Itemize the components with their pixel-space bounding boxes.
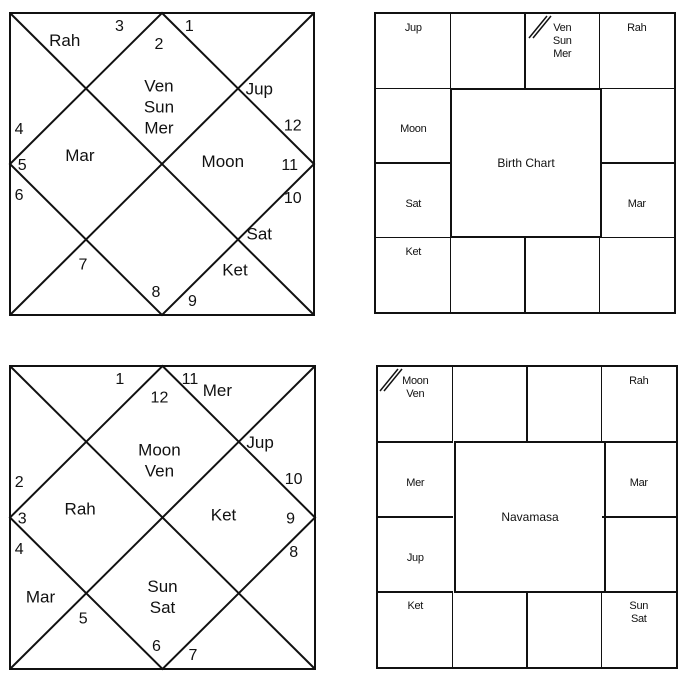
planet-label: Jup <box>245 79 273 99</box>
planet-label: Ket <box>405 245 422 258</box>
house-sign-number: 3 <box>17 510 27 528</box>
planet-label: Ven <box>144 461 175 481</box>
lagna-mark <box>527 14 553 40</box>
birth-chart-south-indian <box>374 12 676 314</box>
planet-label: Ket <box>222 260 248 280</box>
sign-cell <box>600 14 675 89</box>
house-sign-number: 10 <box>283 190 302 208</box>
house-sign-number: 5 <box>17 157 27 174</box>
planet-label: Jup <box>246 432 274 452</box>
planet-label: Sat <box>630 613 647 625</box>
planet-label: Mer <box>553 48 572 60</box>
navamsa-chart-south-indian <box>376 365 678 669</box>
sign-cell <box>378 442 453 517</box>
sign-cell <box>376 89 451 164</box>
planet-label: Mar <box>629 477 648 489</box>
sign-cell <box>527 592 602 667</box>
planet-label: Moon <box>138 440 181 460</box>
planet-label: Ket <box>210 505 237 525</box>
house-sign-number: 7 <box>78 256 88 274</box>
sign-cell <box>602 367 677 442</box>
sign-cell <box>600 163 675 238</box>
planet-label: Mar <box>65 145 95 165</box>
navamsa-chart-center <box>454 441 606 593</box>
house-sign-number: 8 <box>151 283 161 301</box>
sign-cell <box>602 442 677 517</box>
navamsa-chart-north-indian <box>10 366 315 669</box>
sign-cell <box>602 592 677 667</box>
planet-label: Mer <box>202 381 233 401</box>
house-sign-number: 7 <box>188 646 198 664</box>
planet-label: Sat <box>405 197 422 210</box>
planet-label: Mar <box>25 587 56 607</box>
house-sign-number: 12 <box>150 389 169 407</box>
house-sign-number: 1 <box>184 18 194 36</box>
planet-label: Mer <box>406 477 425 489</box>
house-sign-number: 6 <box>14 187 24 205</box>
house-sign-number: 1 <box>115 371 125 389</box>
sign-cell <box>453 592 528 667</box>
planet-label: Sat <box>246 224 273 244</box>
sign-cell <box>451 14 526 89</box>
sign-cell <box>378 517 453 592</box>
sign-cell <box>527 367 602 442</box>
house-sign-number: 8 <box>289 543 299 561</box>
sign-cell <box>600 89 675 164</box>
sign-cell <box>378 592 453 667</box>
sign-cell <box>453 367 528 442</box>
birth-chart-title: Birth Chart <box>497 156 555 170</box>
planet-label: Sun <box>147 576 178 596</box>
planet-label: Moon <box>400 123 427 136</box>
planet-label: Rah <box>627 22 647 34</box>
planet-label: Mar <box>627 197 646 210</box>
planet-label: Rah <box>49 31 81 51</box>
planet-label: Sun <box>552 35 572 47</box>
house-sign-number: 11 <box>281 157 298 174</box>
sign-cell <box>602 517 677 592</box>
house-sign-number: 2 <box>154 36 164 54</box>
planet-label: Moon <box>201 151 245 171</box>
lagna-mark <box>378 367 404 393</box>
birth-chart-center <box>450 88 602 238</box>
planet-label: Sun <box>143 97 175 117</box>
house-sign-number: 4 <box>14 120 24 138</box>
planet-label: Ket <box>407 600 424 612</box>
planet-label: Sat <box>149 597 176 617</box>
birth-chart-north-indian <box>10 13 314 315</box>
house-sign-number: 5 <box>78 610 88 628</box>
sign-cell <box>451 238 526 313</box>
house-sign-number: 12 <box>283 117 302 135</box>
house-sign-number: 9 <box>286 510 296 528</box>
house-sign-number: 3 <box>114 18 124 36</box>
planet-label: Rah <box>64 499 96 519</box>
sign-cell <box>376 163 451 238</box>
sign-cell <box>376 14 451 89</box>
sign-cell <box>525 238 600 313</box>
house-sign-number: 6 <box>151 637 161 655</box>
planet-label: Mer <box>144 118 174 138</box>
planet-label: Jup <box>406 552 424 564</box>
planet-label: Ven <box>406 388 425 400</box>
planet-label: Rah <box>629 375 649 387</box>
sign-cell <box>600 238 675 313</box>
navamsa-chart-title: Navamasa <box>501 510 559 524</box>
planet-label: Moon <box>402 375 429 387</box>
house-sign-number: 4 <box>14 540 24 558</box>
planet-label: Jup <box>404 22 422 34</box>
planet-label: Ven <box>553 22 572 34</box>
sign-cell <box>376 238 451 313</box>
planet-label: Ven <box>144 76 174 96</box>
house-sign-number: 11 <box>181 371 199 389</box>
house-sign-number: 9 <box>187 292 197 310</box>
planet-label: Sun <box>629 600 649 612</box>
house-sign-number: 10 <box>284 471 303 489</box>
house-sign-number: 2 <box>14 474 24 492</box>
